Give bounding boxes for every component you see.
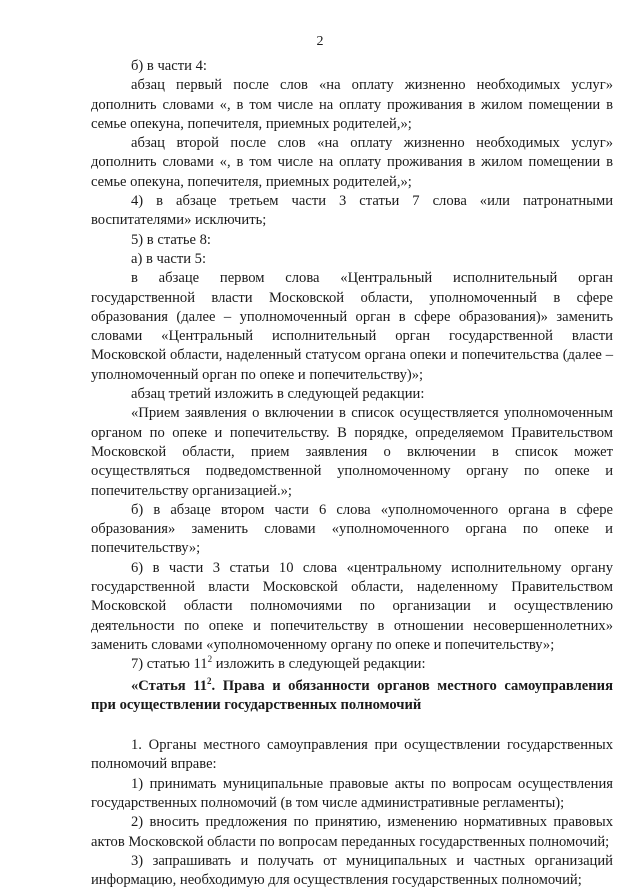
superscript: 2: [207, 654, 213, 665]
article-heading: [91, 677, 613, 716]
article-paragraph: 2) вносить предложения по принятию, изменению нормативных правовых актов Московской области по вопросам переданных государственных полномочий;: [91, 814, 613, 850]
paragraph: абзац первый после слов «на оплату жизненно необходимых услуг» дополнить словами «, в том числе на оплату проживания в жилом помещении в семье опекуна, попечителя, приемных родителей,»;: [91, 77, 613, 132]
article-paragraph: 3) запрашивать и получать от муниципальных и частных организаций информацию, необходимую для осуществления государственных полномочий;: [91, 852, 613, 889]
paragraph: 5) в статье 8:: [131, 231, 211, 248]
paragraph: а) в части 5:: [131, 250, 207, 267]
paragraph: 4) в абзаце третьем части 3 статьи 7 слова «или патронатными воспитателями» исключить;: [91, 193, 613, 229]
paragraph: в абзаце первом слова «Центральный исполнительный орган государственной власти Московской области, уполномоченный в сфере образования (далее – уполномоченный орган в сфере образования)» заменить словами «Центральный исполнительный орган государственной власти Московской области, наделенный статусом органа опеки и попечительства (далее – уполномоченный орган по опеке и попечительству)»;: [91, 270, 613, 383]
paragraph: абзац третий изложить в следующей редакции:: [131, 386, 425, 403]
page-number: 2: [316, 34, 324, 49]
text-fragment: «Статья 11: [131, 677, 208, 694]
paragraph: б) в абзаце втором части 6 слова «уполномоченного органа в сфере образования» заменить словами «уполномоченного органа по опеке и попечительству»;: [91, 501, 613, 557]
paragraph: 6) в части 3 статьи 10 слова «центральному исполнительному органу государственной власти Московской области, наделенному Правительством Московской области полномочиями по организации и осуществлению деятельности по опеке и попечительству в отношении несовершеннолетних» заменить словами «уполномоченному органу по опеке и попечительству»;: [91, 559, 613, 653]
superscript: 2: [207, 675, 212, 686]
paragraph: б) в части 4:: [131, 58, 207, 74]
article-paragraph: 1. Органы местного самоуправления при осуществлении государственных полномочий вправе:: [91, 737, 613, 773]
spacer: [91, 715, 613, 736]
text-fragment: изложить в следующей редакции:: [212, 656, 426, 673]
text-fragment: 7) статью 11: [131, 656, 208, 673]
paragraph-article-intro: [91, 655, 613, 674]
document-body: [91, 57, 613, 890]
article-paragraph: 1) принимать муниципальные правовые акты по вопросам осуществления государственных полномочий (в том числе административные регламенты);: [91, 775, 613, 811]
paragraph: «Прием заявления о включении в список осуществляется уполномоченным органом по опеке и попечительству. В порядке, определяемом Правительством Московской области, прием заявления о включении в список может осуществляться подведомственной уполномоченному органу по опеке и попечительству организацией.»;: [91, 405, 613, 499]
text-fragment: . Права и обязанности органов местного самоуправления при осуществлении государственных полномочий: [91, 677, 613, 713]
paragraph: абзац второй после слов «на оплату жизненно необходимых услуг» дополнить словами «, в том числе на оплату проживания в жилом помещении в семье опекуна, попечителя, приемных родителей,»;: [91, 135, 613, 190]
